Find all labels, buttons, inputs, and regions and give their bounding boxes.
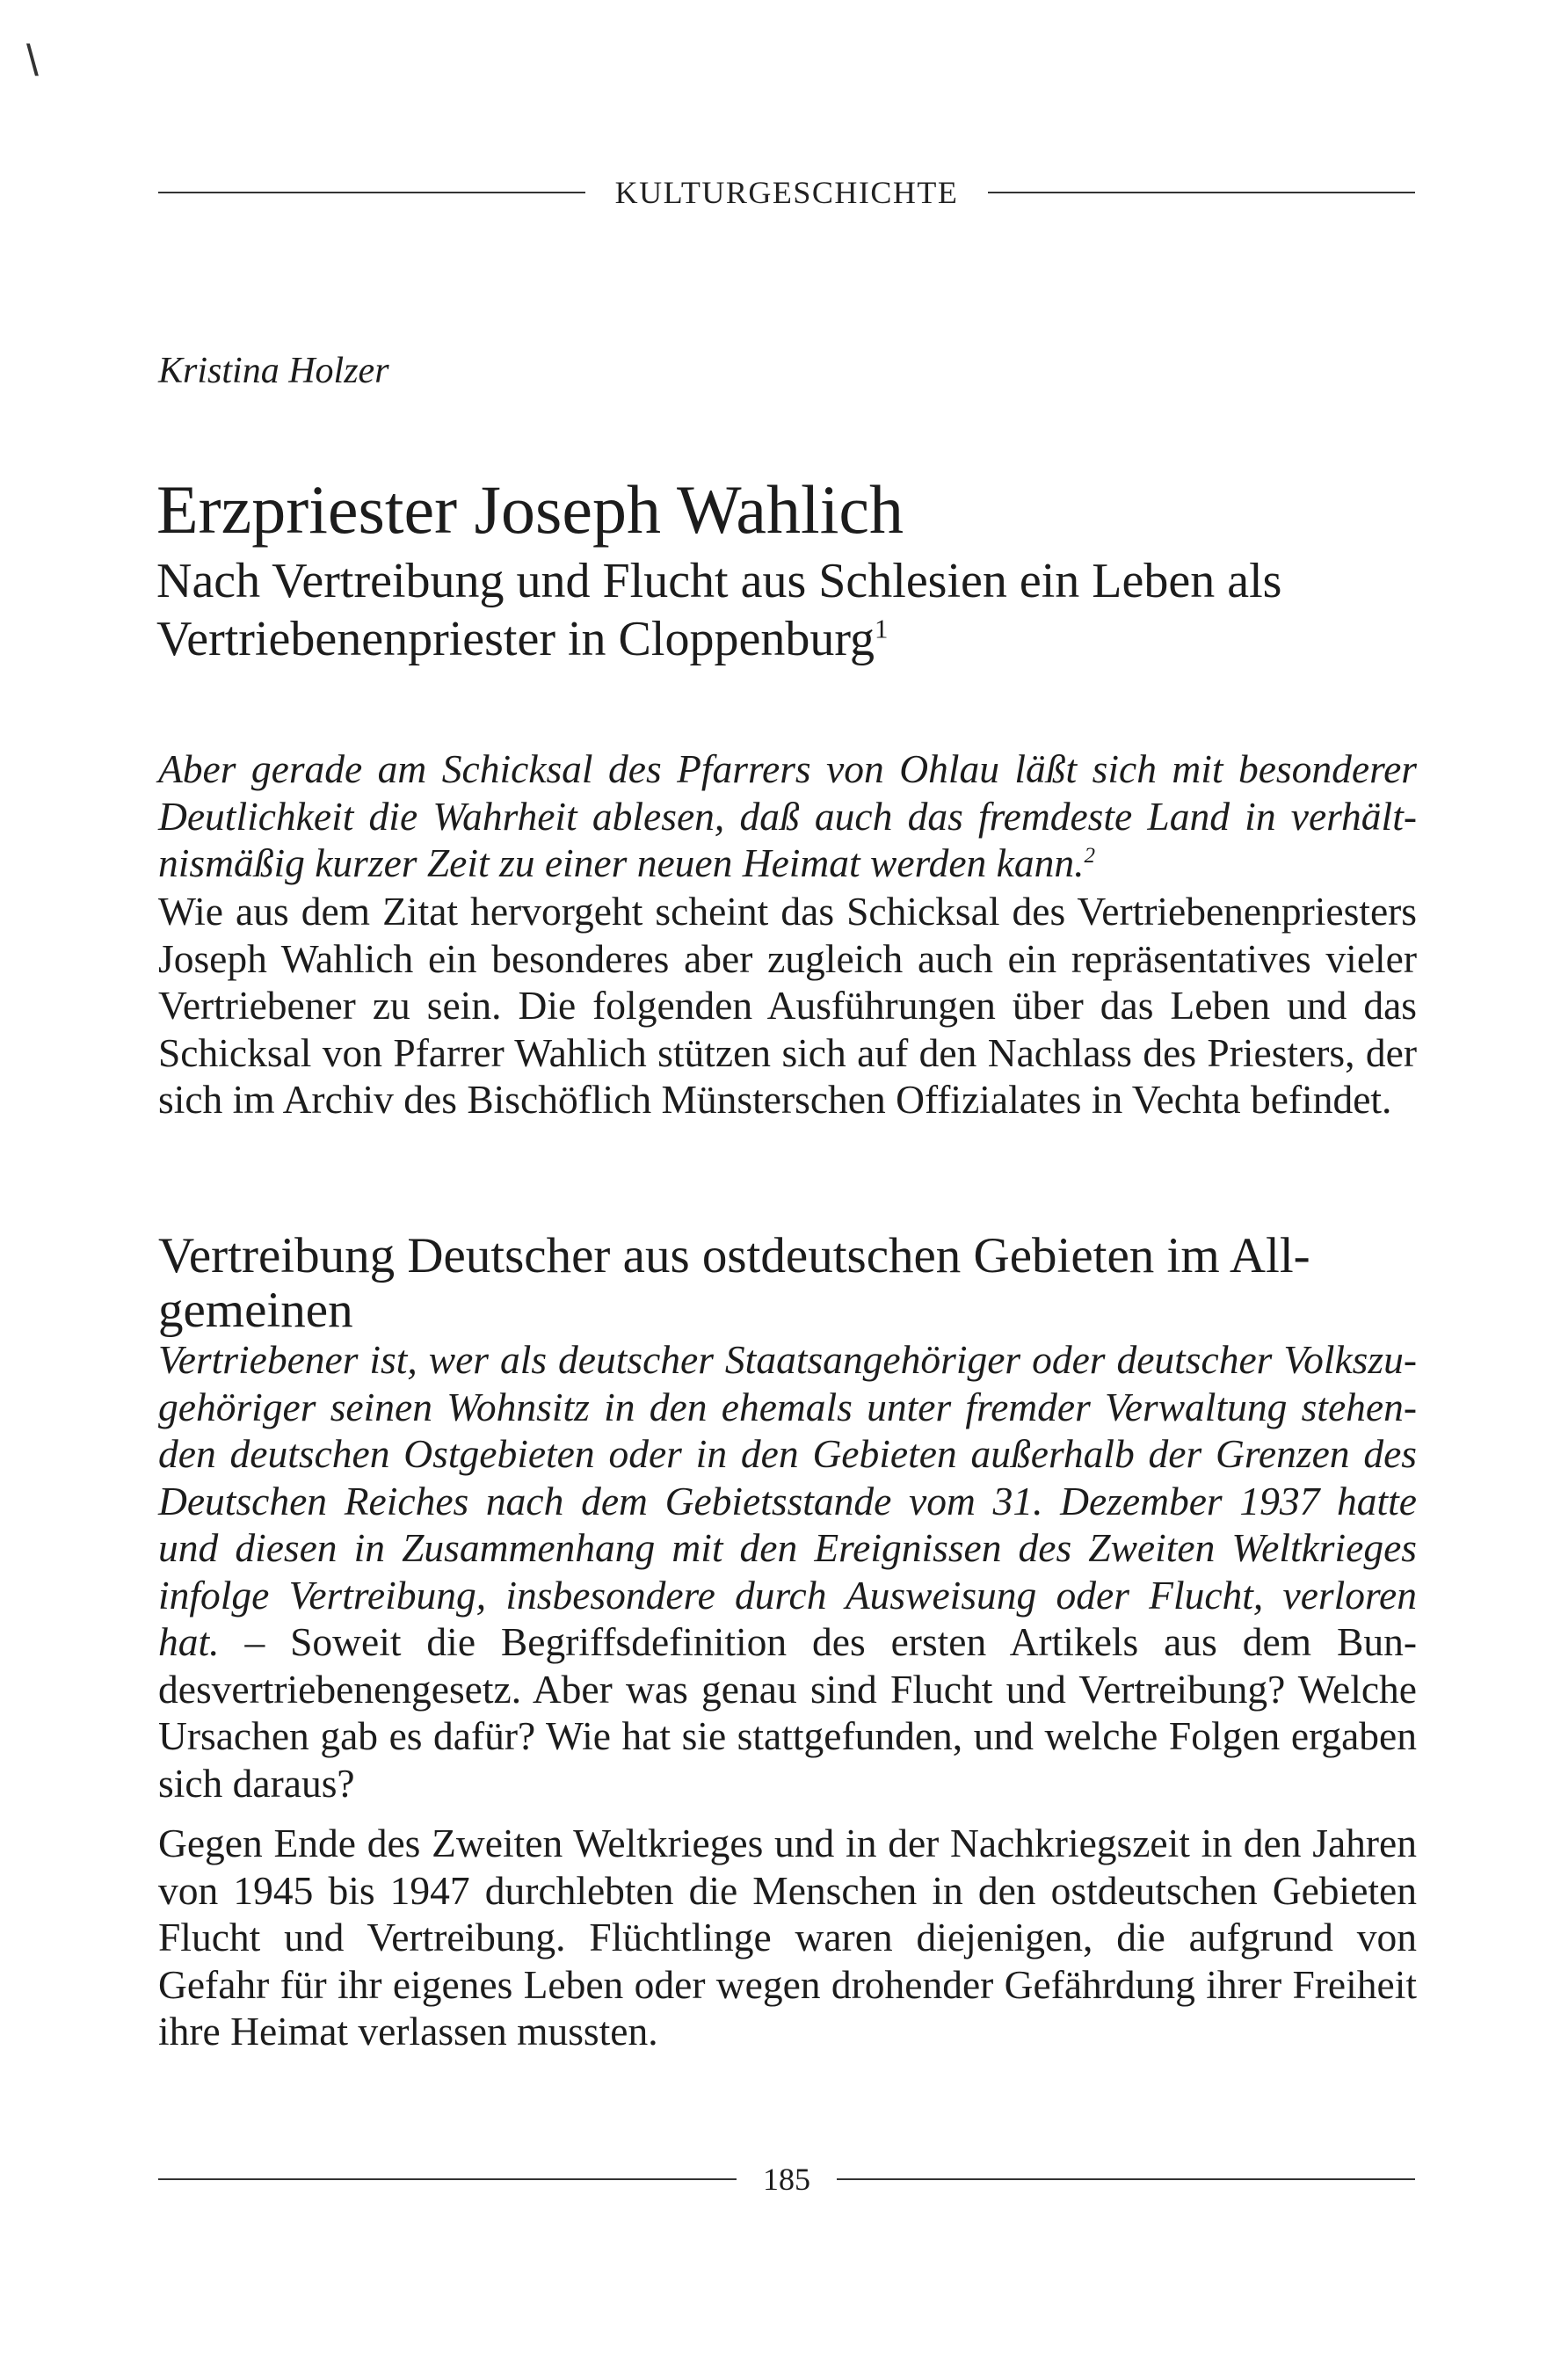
header-rule-right [988,192,1415,193]
legal-definition: Vertriebener ist, wer als deutscher Staatsangehöriger oder deutscher Volkszugehöriger seinen Wohnsitz in den ehemals unter fremder Verwaltung stehenden deutschen Ostgebieten oder in den Gebieten außerhalb der Grenzen des Deutschen Reiches nach dem Gebietsstande vom 31. Dezember 1937 hatte und diesen in Zusammenhang mit den Ereignissen des Zweiten Weltkrieges infolge Vertreibung, insbesondere durch Ausweisung oder Flucht, verloren hat. [158,1337,1417,1664]
intro-paragraph: Wie aus dem Zitat hervorgeht scheint das Schicksal des Vertriebenenpriesters Joseph Wahlich ein besonderes aber zugleich auch ein repräsentatives vieler Vertriebener zu sein. Die folgenden Ausführungen über das Leben und das Schicksal von Pfarrer Wahlich stützen sich auf den Nachlass des Priesters, der sich im Archiv des Bischöflich Münsterschen Offizialates in Vechta befindet. [158,889,1417,1122]
scan-mark: \ [26,36,39,85]
header-rule-left [158,192,585,193]
article-subtitle [156,552,1422,668]
running-header [158,174,1415,211]
body-paragraph: Gegen Ende des Zweiten Weltkrieges und in der Nachkriegszeit in den Jahren von 1945 bis 1947 durchlebten die Menschen in den ostdeutschen Gebieten Flucht und Vertreibung. Flüchtlinge waren diejenigen, die aufgrund von Gefahr für ihr eigenes Leben oder wegen drohender Gefährdung ihrer Freiheit ihre Heimat verlassen mussten. [158,1821,1417,2054]
footer-rule-left [158,2178,737,2180]
page-number: 185 [763,2162,810,2197]
footnote-marker-2: 2 [1084,843,1096,868]
section-label: KULTURGESCHICHTE [614,175,959,210]
article-title: Erzpriester Joseph Wahlich [156,471,904,548]
section-paragraph [158,1336,1417,1807]
epigraph-quote [158,745,1417,887]
quote-text: Aber gerade am Schicksal des Pfarrers von Ohlau läßt sich mit besonderer Deutlichkeit die Wahrheit ablesen, daß auch das fremdeste Land in verhältnismäßig kurzer Zeit zu einer neuen Heimat werden kann. [158,746,1417,885]
page-footer [158,2161,1415,2198]
subtitle-text: Nach Vertreibung und Flucht aus Schlesien ein Leben als Vertriebenenpriester in Cloppenburg [156,554,1282,666]
footer-rule-right [837,2178,1415,2180]
section-text: – Soweit die Begriffsdefinition des ersten Artikels aus dem Bundesvertriebenengesetz. Aber was genau sind Flucht und Vertreibung? Welche Ursachen gab es dafür? Wie hat sie stattgefunden, und welche Folgen ergaben sich daraus? [158,1619,1417,1806]
section-heading: Vertreibung Deutscher aus ostdeutschen Gebieten im Allgemeinen [158,1228,1310,1338]
author-name: Kristina Holzer [158,351,389,391]
footnote-marker-1: 1 [874,614,889,644]
